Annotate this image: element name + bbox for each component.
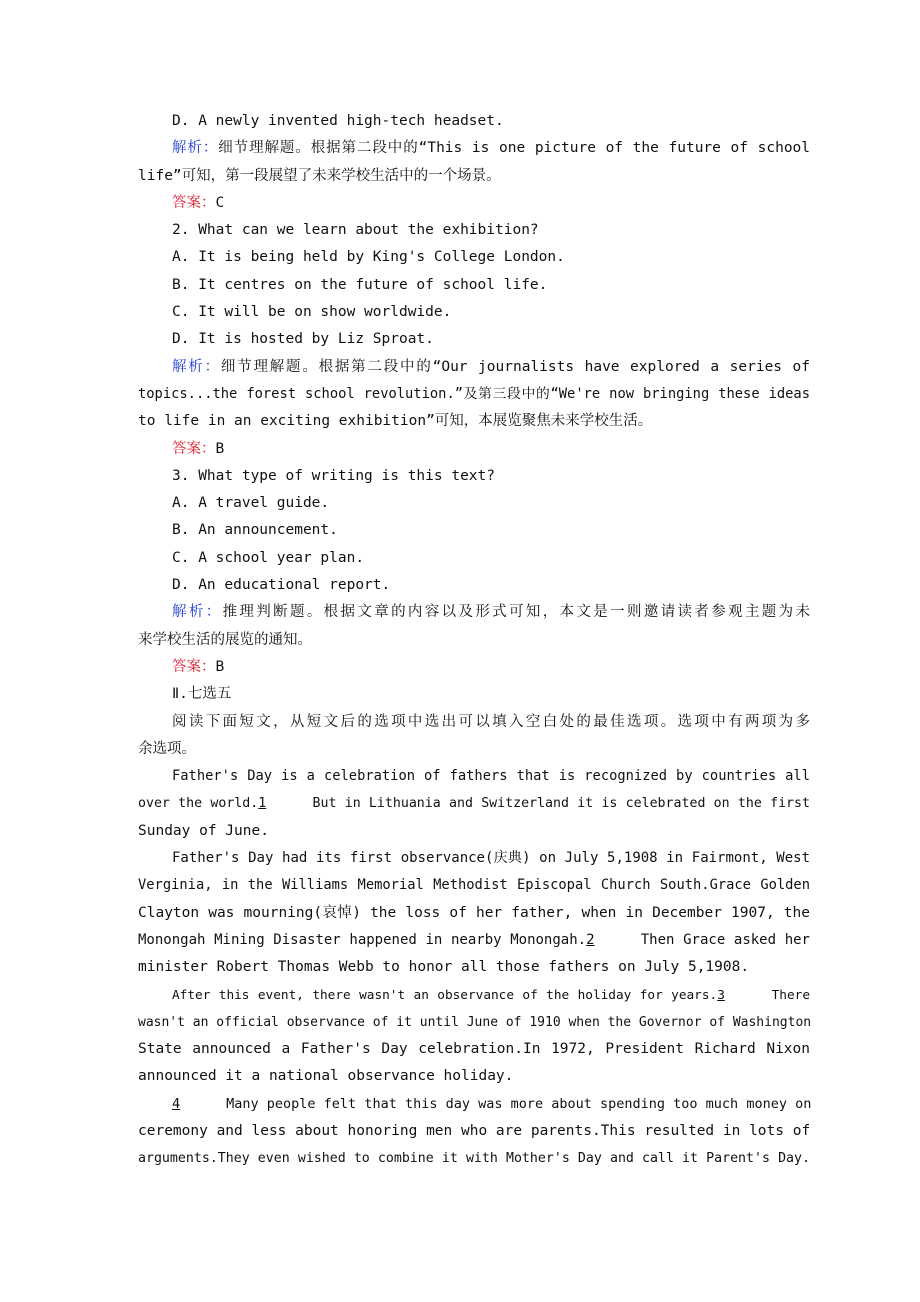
q2-option-b: B. It centres on the future of school life. [172, 276, 548, 293]
para3-line-3: State announced a Father's Day celebration.In 1972, President Richard Nixon [138, 1041, 810, 1058]
q3-analysis-text-2: 来学校生活的展览的通知。 [138, 631, 312, 648]
para4-line-3: arguments.They even wished to combine it with Mother's Day and call it Parent's Day. [138, 1151, 810, 1167]
para4-line-2: ceremony and less about honoring men who are parents.This resulted in lots of [138, 1122, 811, 1139]
q2-option-d: D. It is hosted by Liz Sproat. [172, 331, 434, 348]
document-page [138, 108, 810, 1173]
q2-analysis-text-3: to life in an exciting exhibition”可知，本展览聚焦未来学校生活。 [138, 413, 653, 430]
para2-line-1: Father's Day had its first observance(庆典) on July 5,1908 in Fairmont, West [172, 850, 810, 867]
para2-line-5: minister Robert Thomas Webb to honor all those fathers on July 5,1908. [138, 959, 750, 976]
q2-analysis [138, 354, 810, 381]
answer-label: 答案： [172, 658, 216, 675]
para4-text-1b: Many people felt that this day was more about spending too much money on [226, 1095, 812, 1112]
q1-analysis-text-2: life”可知，第一段展望了未来学校生活中的一个场景。 [138, 167, 501, 184]
para1-line-1: Father's Day is a celebration of fathers that is recognized by countries all [172, 768, 810, 785]
q3-option-d: D. An educational report. [172, 577, 391, 594]
q2-analysis-text-1: 细节理解题。根据第二段中的“Our journalists have explored a series of [220, 358, 811, 375]
q2-option-a: A. It is being held by King's College London. [172, 249, 565, 266]
para2-text-4a: Monongah Mining Disaster happened in nearby Monongah. [138, 931, 587, 948]
para2-text-4b: Then Grace asked her [640, 931, 810, 948]
para1-text-2b: But in Lithuania and Switzerland it is celebrated on the first [312, 796, 810, 812]
para1-line-3: Sunday of June. [138, 822, 269, 839]
instructions-line-2: 余选项。 [138, 740, 196, 757]
answer-label: 答案： [172, 194, 216, 211]
analysis-label: 解析： [172, 604, 223, 621]
para2-line-2: Verginia, in the Williams Memorial Methodist Episcopal Church South.Grace Golden [138, 877, 810, 894]
section-title: Ⅱ.七选五 [172, 686, 232, 703]
para1-text-2a: over the world. [138, 796, 259, 812]
q1-option-d: D. A newly invented high-tech headset. [172, 113, 504, 129]
q3-option-b: B. An announcement. [172, 522, 338, 539]
para2-line-4 [138, 927, 810, 954]
q2-answer: B [215, 440, 225, 457]
blank-3: 3 [717, 987, 725, 1003]
q3-answer-line [138, 654, 810, 681]
para3-line-1 [138, 982, 810, 1009]
q2-analysis-text-2: topics...the forest school revolution.”及第三段中的“We're now bringing these ideas [138, 385, 810, 402]
para1-line-2 [138, 790, 810, 817]
q1-analysis-text-1: 细节理解题。根据第二段中的“This is one picture of the future of school [218, 140, 811, 157]
blank-4: 4 [172, 1095, 181, 1112]
q1-answer-line [138, 190, 810, 217]
q2-answer-line [138, 436, 810, 463]
para3-line-2: wasn't an official observance of it until June of 1910 when the Governor of Washington [138, 1014, 812, 1030]
q3-analysis [138, 599, 810, 626]
blank-1: 1 [258, 796, 267, 812]
instructions-line-1: 阅读下面短文，从短文后的选项中选出可以填入空白处的最佳选项。选项中有两项为多 [172, 713, 810, 730]
q3-analysis-text-1: 推理判断题。根据文章的内容以及形式可知，本文是一则邀请读者参观主题为未 [222, 604, 811, 621]
analysis-label: 解析： [172, 140, 219, 157]
q1-answer: C [215, 194, 225, 211]
blank-2: 2 [586, 931, 595, 948]
para3-line-4: announced it a national observance holiday. [138, 1068, 514, 1085]
q3-stem: 3. What type of writing is this text? [172, 467, 496, 484]
q3-option-a: A. A travel guide. [172, 495, 330, 512]
para3-text-1a: After this event, there wasn't an observance of the holiday for years. [172, 987, 718, 1003]
q2-option-c: C. It will be on show worldwide. [172, 304, 452, 321]
q2-stem: 2. What can we learn about the exhibition? [172, 222, 539, 239]
answer-label: 答案： [172, 440, 216, 457]
q3-answer: B [215, 658, 225, 675]
para2-line-3: Clayton was mourning(哀悼) the loss of her father, when in December 1907, the [138, 904, 810, 921]
analysis-label: 解析： [172, 358, 221, 375]
para3-text-1b: There [771, 987, 810, 1003]
q1-analysis [138, 135, 810, 162]
q3-option-c: C. A school year plan. [172, 549, 365, 566]
para4-line-1 [138, 1091, 810, 1118]
